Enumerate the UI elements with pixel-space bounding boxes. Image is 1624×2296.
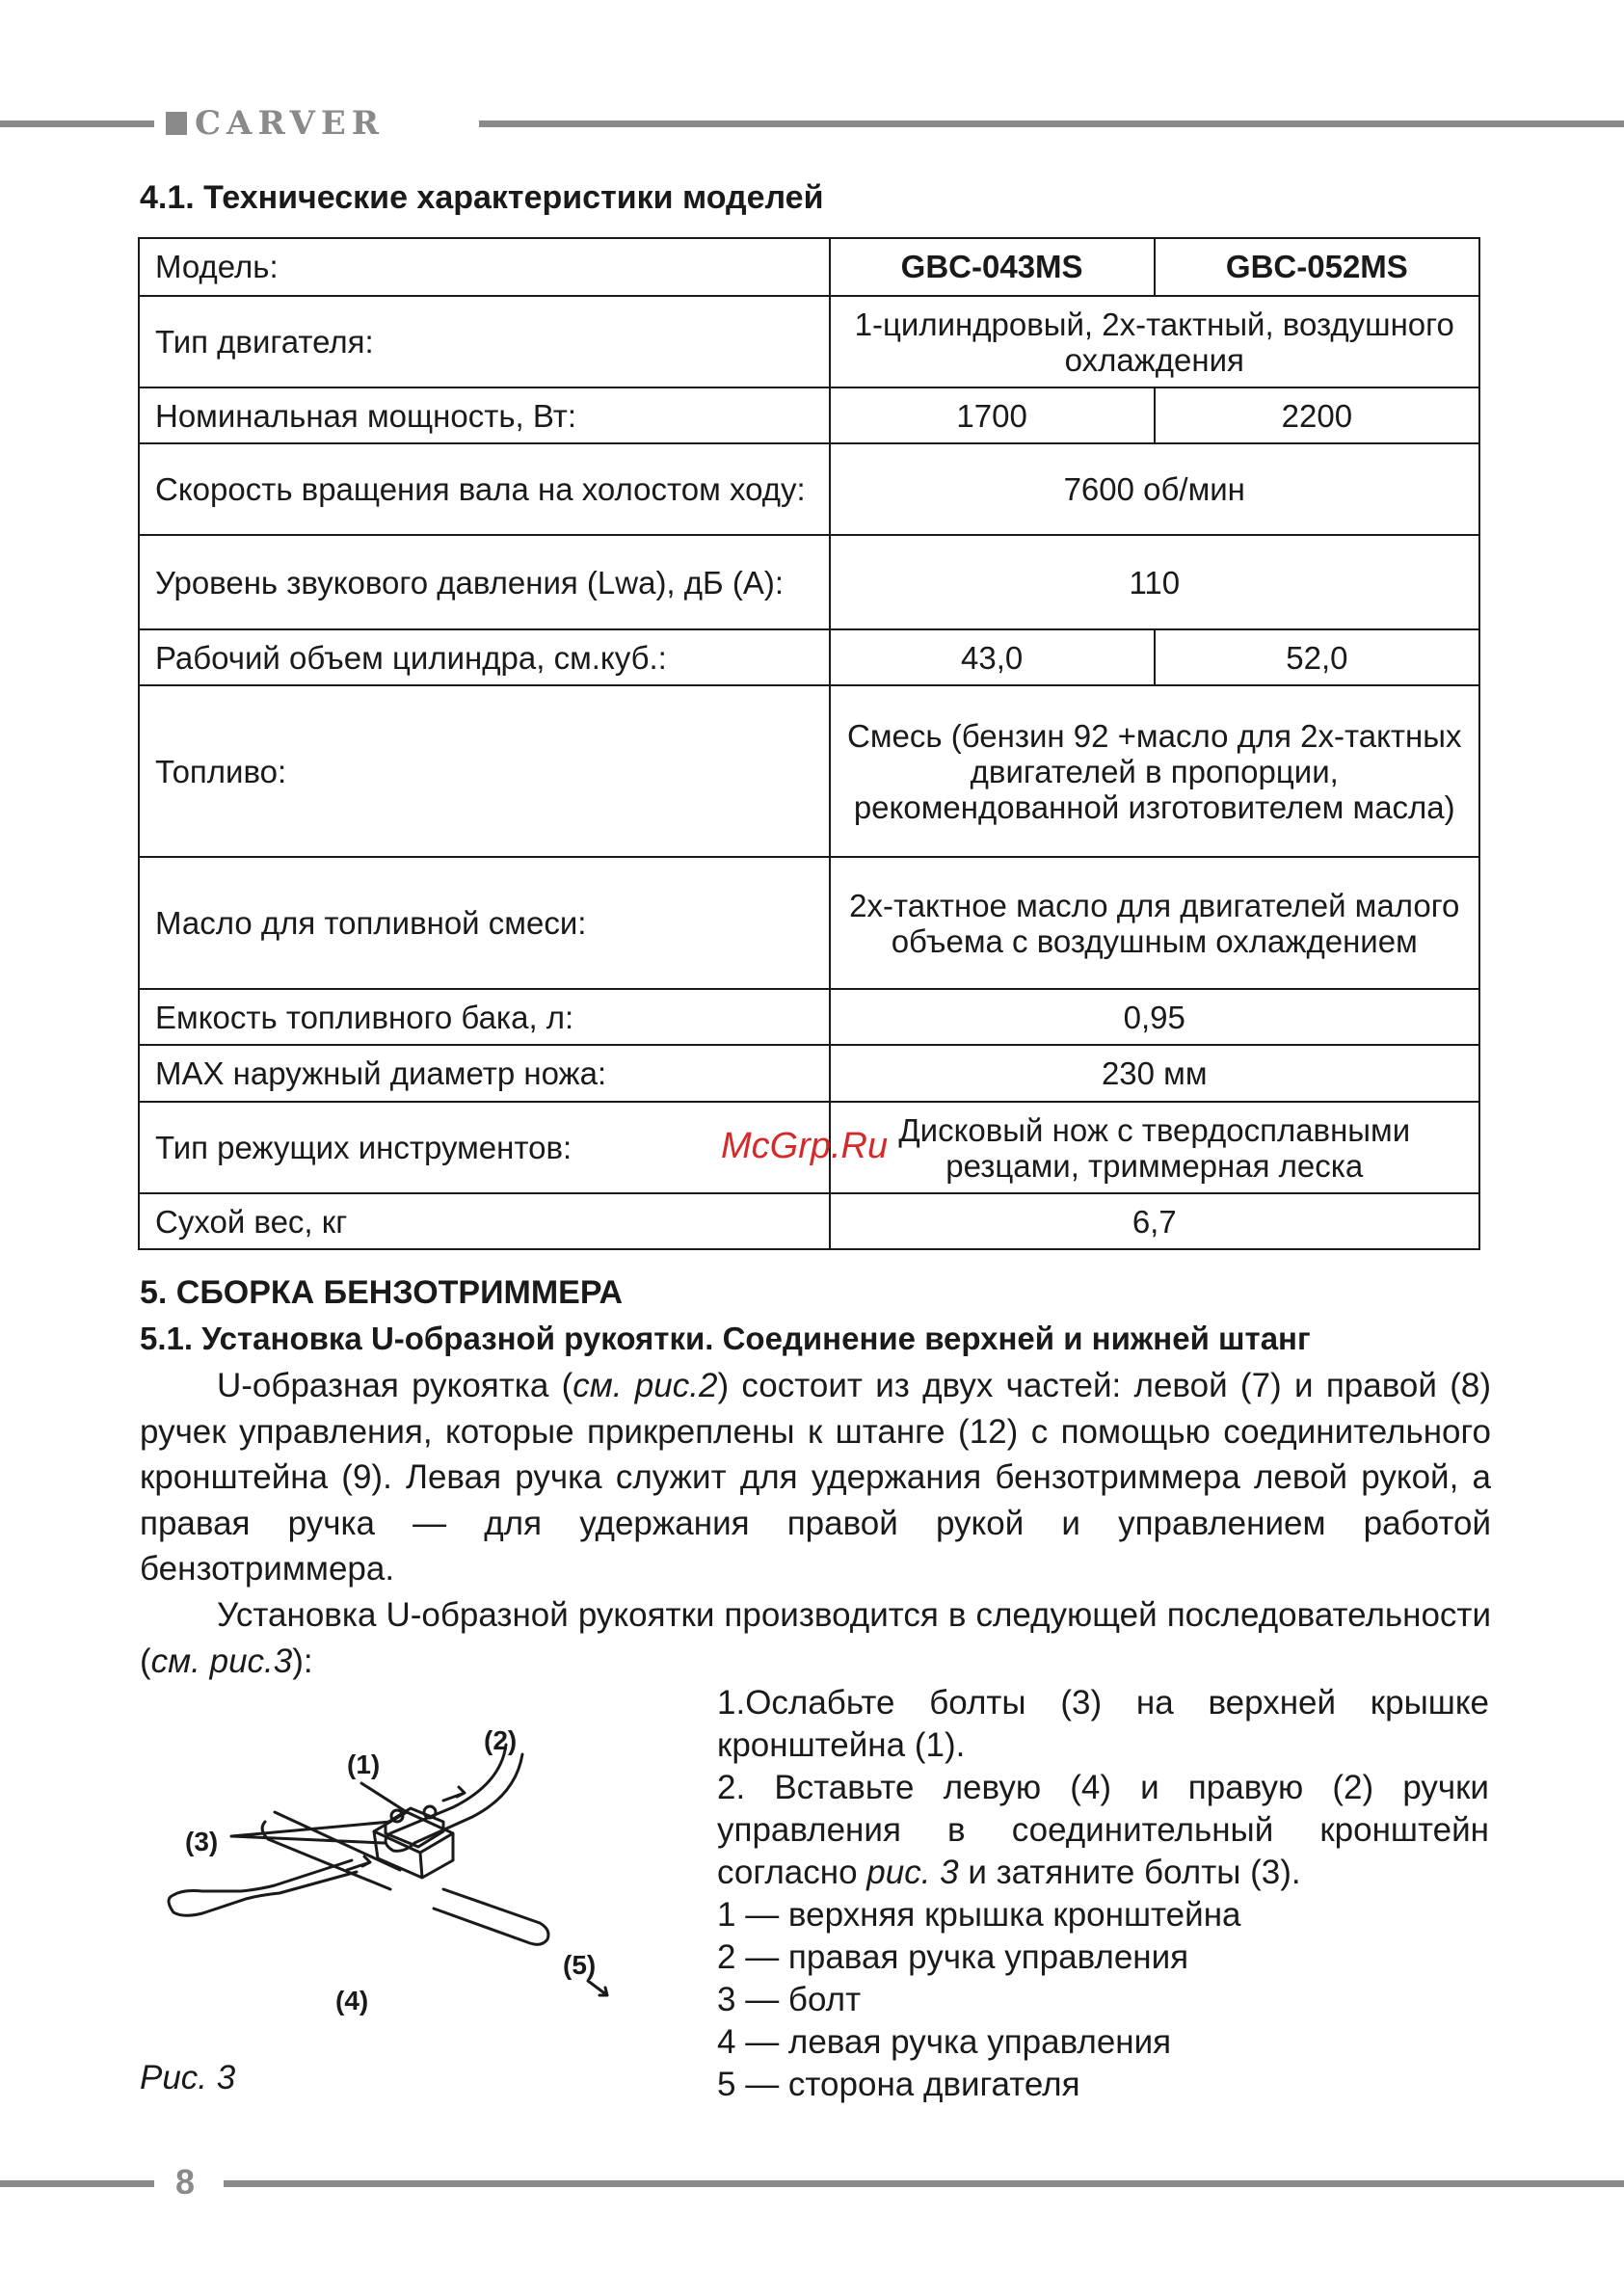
step-2-ref: рис. 3 [866, 1854, 959, 1891]
table-row [139, 387, 1479, 443]
page-number: 8 [175, 2162, 196, 2202]
paragraph-1 [140, 1363, 1491, 1592]
arrow-icon [443, 1787, 465, 1801]
legend-item: 4 — левая ручка управления [717, 2023, 1172, 2061]
table-row [139, 1045, 1479, 1102]
paragraph-1-ref: см. рис.2 [572, 1367, 718, 1404]
lead-line-1 [361, 1783, 407, 1812]
row-value-model1: 43,0 [830, 629, 1155, 685]
table-header-model1: GBC-043MS [830, 238, 1155, 296]
row-value-model2: 2200 [1155, 387, 1479, 443]
step-1: 1.Ослабьте болты (3) на верхней крышке кронштейна (1). [717, 1684, 1489, 1764]
table-header-row [139, 238, 1479, 296]
row-label: Тип двигателя: [139, 296, 830, 387]
table-row [139, 989, 1479, 1045]
step-2-text-b: и затяните болты (3). [958, 1854, 1301, 1891]
row-label: Сухой вес, кг [139, 1193, 830, 1249]
row-value-model2: 52,0 [1155, 629, 1479, 685]
row-label: Номинальная мощность, Вт: [139, 387, 830, 443]
row-label: Скорость вращения вала на холостом ходу: [139, 443, 830, 535]
figure-label-4: (4) [335, 1986, 369, 2016]
row-value: Смесь (бензин 92 +масло для 2х-тактных двигателей в пропорции, рекомендованной изготовителем масла) [830, 685, 1480, 857]
row-value: 110 [830, 535, 1480, 629]
handle-bar-right [434, 1889, 548, 1944]
brand-name: CARVER [195, 104, 386, 143]
section51-title: 5.1. Установка U-образной рукоятки. Соединение верхней и нижней штанг [140, 1321, 1311, 1356]
header-rule-right [479, 120, 1624, 127]
legend-item: 1 — верхняя крышка кронштейна [717, 1896, 1241, 1934]
step-2 [717, 1767, 1489, 1894]
assembly-steps [717, 1682, 1489, 2106]
brand-logo [166, 106, 385, 141]
table-row [139, 629, 1479, 685]
table-row [139, 535, 1479, 629]
logo-mark-icon [166, 112, 187, 135]
step-2-text-a: 2. Вставьте левую (4) и правую (2) ручки управления в соединительный кронштейн согласно [717, 1769, 1489, 1891]
legend-item: 5 — сторона двигателя [717, 2066, 1080, 2103]
paragraph-2-ref: см. рис.3 [150, 1642, 293, 1680]
footer-rule-right [224, 2180, 1624, 2187]
figure-legend [717, 1894, 1489, 2106]
table-header-model2: GBC-052MS [1155, 238, 1479, 296]
row-value: 230 мм [830, 1045, 1480, 1102]
figure-label-3: (3) [185, 1827, 219, 1856]
legend-item: 2 — правая ручка управления [717, 1938, 1189, 1976]
header-rule-left [0, 120, 154, 127]
row-label: MAX наружный диаметр ножа: [139, 1045, 830, 1102]
paragraph-2-text-b: ): [292, 1642, 313, 1680]
handle-assembly-figure [154, 1716, 655, 2024]
row-label: Масло для топливной смеси: [139, 857, 830, 989]
footer-rule-left [0, 2180, 154, 2187]
spec-table [138, 237, 1480, 1250]
table-row [139, 443, 1479, 535]
row-value: 7600 об/мин [830, 443, 1480, 535]
table-row [139, 1193, 1479, 1249]
left-handle-tube [169, 1860, 357, 1915]
table-row [139, 857, 1479, 989]
row-value-model1: 1700 [830, 387, 1155, 443]
row-value: 1-цилиндровый, 2х-тактный, воздушного охлаждения [830, 296, 1480, 387]
table-row [139, 296, 1479, 387]
row-label: Рабочий объем цилиндра, см.куб.: [139, 629, 830, 685]
section5-title: 5. СБОРКА БЕНЗОТРИММЕРА [140, 1274, 624, 1311]
row-value: Дисковый нож с твердосплавными резцами, триммерная леска [830, 1102, 1480, 1193]
row-label: Емкость топливного бака, л: [139, 989, 830, 1045]
row-label: Топливо: [139, 685, 830, 857]
row-value: 0,95 [830, 989, 1480, 1045]
table-header-label: Модель: [139, 238, 830, 296]
paragraph-1-text-b: ) состоит из двух частей: левой (7) и правой (8) ручек управления, которые прикреплены к штанге (12) с помощью соединительного кронштейна (9). Левая ручка служит для удержания бензотриммера левой рукой, а правая ручка — для удержания правой рукой и управлением работой бензотриммера. [140, 1367, 1492, 1588]
paragraph-2-text-a: Установка U-образной рукоятки производится в следующей последовательности ( [140, 1596, 1491, 1680]
row-value: 2х-тактное масло для двигателей малого объема с воздушным охлаждением [830, 857, 1480, 989]
paragraph-1-text-a: U-образная рукоятка ( [217, 1367, 573, 1404]
arrow-icon [347, 1856, 370, 1870]
paragraph-2 [140, 1592, 1491, 1684]
row-value: 6,7 [830, 1193, 1480, 1249]
table-row [139, 685, 1479, 857]
section-title: 4.1. Технические характеристики моделей [140, 179, 824, 216]
figure-label-2: (2) [484, 1725, 518, 1755]
watermark: McGrp.Ru [721, 1126, 889, 1166]
legend-item: 3 — болт [717, 1981, 862, 2018]
figure-caption: Рис. 3 [140, 2059, 236, 2096]
lead-line-3 [231, 1822, 390, 1843]
row-label: Тип режущих инструментов: [139, 1102, 830, 1193]
arrow-icon [588, 1981, 607, 1995]
row-label: Уровень звукового давления (Lwa), дБ (А): [139, 535, 830, 629]
figure-label-1: (1) [347, 1749, 381, 1779]
figure-label-5: (5) [563, 1950, 597, 1980]
